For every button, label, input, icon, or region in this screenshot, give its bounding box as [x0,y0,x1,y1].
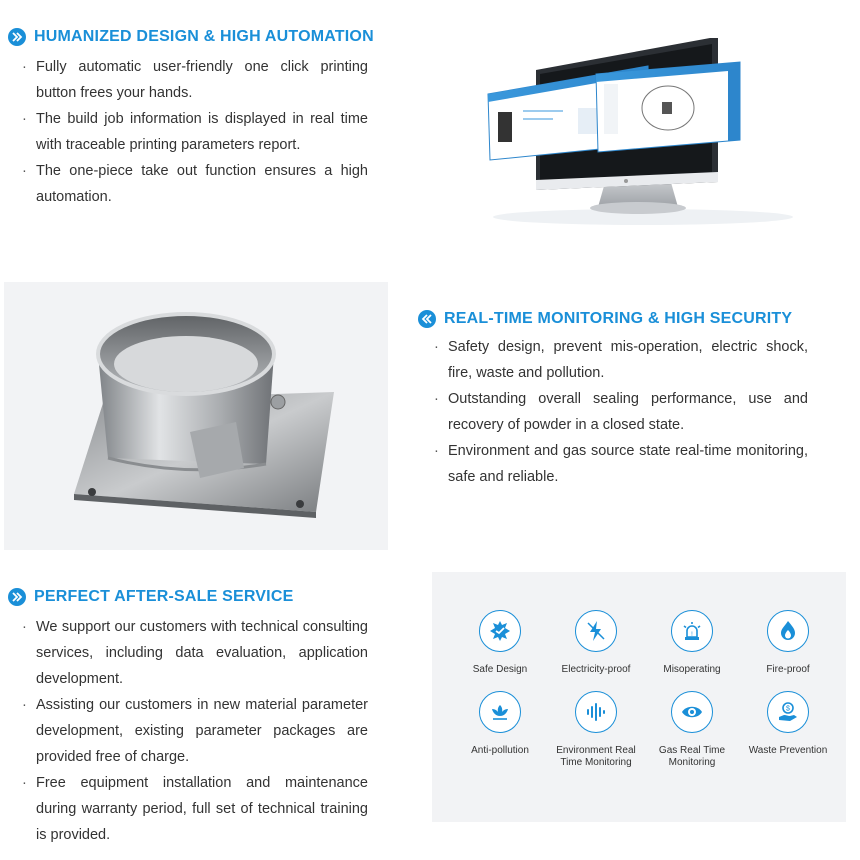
svg-text:!: ! [691,632,693,638]
list-item: · The one-piece take out function ensures a high automation. [22,158,368,210]
section-title-text: REAL-TIME MONITORING & HIGH SECURITY [444,310,793,327]
list-item: · We support our customers with technical consulting services, including data evaluation, application development. [22,614,368,692]
list-item: · Assisting our customers in new material parameter development, existing parameter packages are provided free of charge. [22,692,368,770]
chevron-left-icon [418,310,436,328]
feature-label: Gas Real Time Monitoring [658,744,726,768]
chevron-right-icon [8,28,26,46]
section-title-monitoring [418,310,792,328]
feature-anti-pollution [452,691,548,770]
feature-waste-prevention [740,691,836,770]
section-title-text: PERFECT AFTER-SALE SERVICE [34,588,294,605]
list-item: · Free equipment installation and maintenance during warranty period, full set of technical training is provided. [22,770,368,848]
list-item: · The build job information is displayed in real time with traceable printing parameters report. [22,106,368,158]
feature-gas-monitoring [644,691,740,770]
feature-label: Anti-pollution [471,744,529,756]
feature-label: Fire-proof [766,664,810,675]
feature-environment-monitoring [548,691,644,770]
sound-wave-icon [575,691,617,733]
automation-bullet-list [22,54,368,210]
eye-icon [671,691,713,733]
product-image-panel [4,282,388,550]
feature-misoperating [644,610,740,677]
feature-electricity-proof [548,610,644,677]
list-item: · Outstanding overall sealing performance, use and recovery of powder in a closed state. [434,386,808,438]
flame-icon [767,610,809,652]
feature-label: Waste Prevention [748,744,828,756]
svg-text:$: $ [786,705,790,712]
metal-part-image [4,282,388,550]
feature-label: Electricity-proof [561,664,631,675]
list-item: · Environment and gas source state real-time monitoring, safe and reliable. [434,438,808,490]
feature-fire-proof [740,610,836,677]
safe-design-icon [479,610,521,652]
list-item: · Fully automatic user-friendly one click printing button frees your hands. [22,54,368,106]
service-bullet-list [22,614,368,848]
lightning-icon [575,610,617,652]
feature-label: Environment Real Time Monitoring [556,744,636,768]
alarm-icon [671,610,713,652]
feature-safe-design [452,610,548,677]
chevron-right-icon [8,588,26,606]
monitoring-bullet-list [434,334,808,490]
features-grid [452,610,837,770]
section-title-automation [8,28,374,46]
section-title-service [8,588,293,606]
feature-label: Misoperating [663,664,721,675]
list-item: · Safety design, prevent mis-operation, electric shock, fire, waste and pollution. [434,334,808,386]
monitor-software-image [428,22,848,232]
section-title-text: HUMANIZED DESIGN & HIGH AUTOMATION [34,28,374,45]
hand-coin-icon [767,691,809,733]
lotus-icon [479,691,521,733]
feature-label: Safe Design [472,664,528,675]
